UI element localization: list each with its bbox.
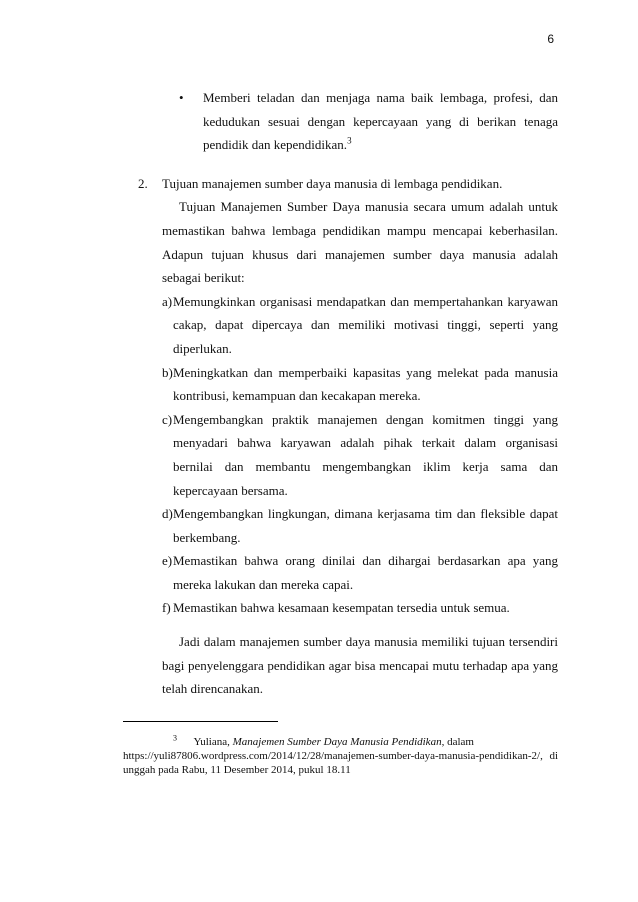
list-item (123, 549, 558, 596)
conclusion-paragraph: Jadi dalam manajemen sumber daya manusia memiliki tujuan tersendiri bagi penyelenggara pendidikan agar bisa mencapai mutu terhadap apa yang telah direncanakan. (162, 634, 558, 697)
section-heading (123, 172, 558, 196)
bullet-text: Memberi teladan dan menjaga nama baik lembaga, profesi, dan kedudukan sesuai dengan kepercayaan yang di berikan tenaga pendidik dan kependidikan. (203, 90, 558, 153)
list-item-text: Mengembangkan lingkungan, dimana kerjasama tim dan fleksible dapat berkembang. (173, 506, 558, 545)
footnote-citation (123, 735, 558, 749)
footnote-url[interactable]: https://yuli87806.wordpress.com/2014/12/28/manajemen-sumber-daya-manusia-pendidikan-2/, (123, 750, 543, 762)
list-item-text: Memastikan bahwa orang dinilai dan dihargai berdasarkan apa yang mereka lakukan dan mereka capai. (173, 553, 558, 592)
list-item-label: d) (162, 506, 173, 522)
list-item-label: b) (162, 364, 173, 380)
section-number: 2. (138, 175, 148, 191)
list-item (123, 361, 558, 408)
footnote-di: di (549, 750, 558, 762)
footnote-upload-line: unggah pada Rabu, 11 Desember 2014, pukul 18.11 (123, 764, 351, 776)
list-item (123, 408, 558, 502)
footnote-ref[interactable]: 3 (347, 135, 352, 146)
list-item (123, 502, 558, 549)
footnote (123, 735, 558, 777)
list-item-text: Meningkatkan dan memperbaiki kapasitas yang melekat pada manusia kontribusi, kemampuan dan kecakapan mereka. (173, 364, 558, 404)
list-item-label: a) (162, 293, 173, 309)
footnote-title: Manajemen Sumber Daya Manusia Pendidikan, (232, 736, 445, 748)
section-heading-text: Tujuan manajemen sumber daya manusia di lembaga pendidikan. (162, 175, 503, 191)
bullet-paragraph (123, 86, 558, 157)
spacer (123, 620, 558, 630)
document-body (123, 86, 558, 701)
list-item-label: e) (162, 553, 173, 569)
list-item-text: Memungkinkan organisasi mendapatkan dan mempertahankan karyawan cakap, dapat dipercaya dan memiliki motivasi tinggi, seperti yang diperlukan. (173, 293, 558, 356)
list-item-text: Memastikan bahwa kesamaan kesempatan tersedia untuk semua. (173, 600, 510, 616)
footnote-number: 3 (173, 733, 177, 743)
footnote-url-line (123, 749, 558, 763)
footnote-author: Yuliana, (193, 736, 230, 748)
list-item (123, 596, 558, 620)
page-number: 6 (547, 32, 554, 46)
footnote-separator (123, 721, 278, 722)
footnote-dalam: dalam (447, 736, 474, 748)
list-item-text: Mengembangkan praktik manajemen dengan komitmen tinggi yang menyadari bahwa karyawan adalah pihak terkait dalam organisasi bernilai dan membantu mengembangkan iklim kerja sama dan kepercayaan bersama. (173, 411, 558, 498)
list-item (123, 290, 558, 361)
list-item-label: c) (162, 411, 173, 427)
list-item-label: f) (162, 600, 171, 616)
bullet-icon: • (179, 90, 184, 105)
intro-paragraph: Tujuan Manajemen Sumber Daya manusia secara umum adalah untuk memastikan bahwa lembaga pendidikan mampu mencapai keberhasilan. Adapun tujuan khusus dari manajemen sumber daya manusia adalah sebagai berikut: (162, 199, 558, 286)
